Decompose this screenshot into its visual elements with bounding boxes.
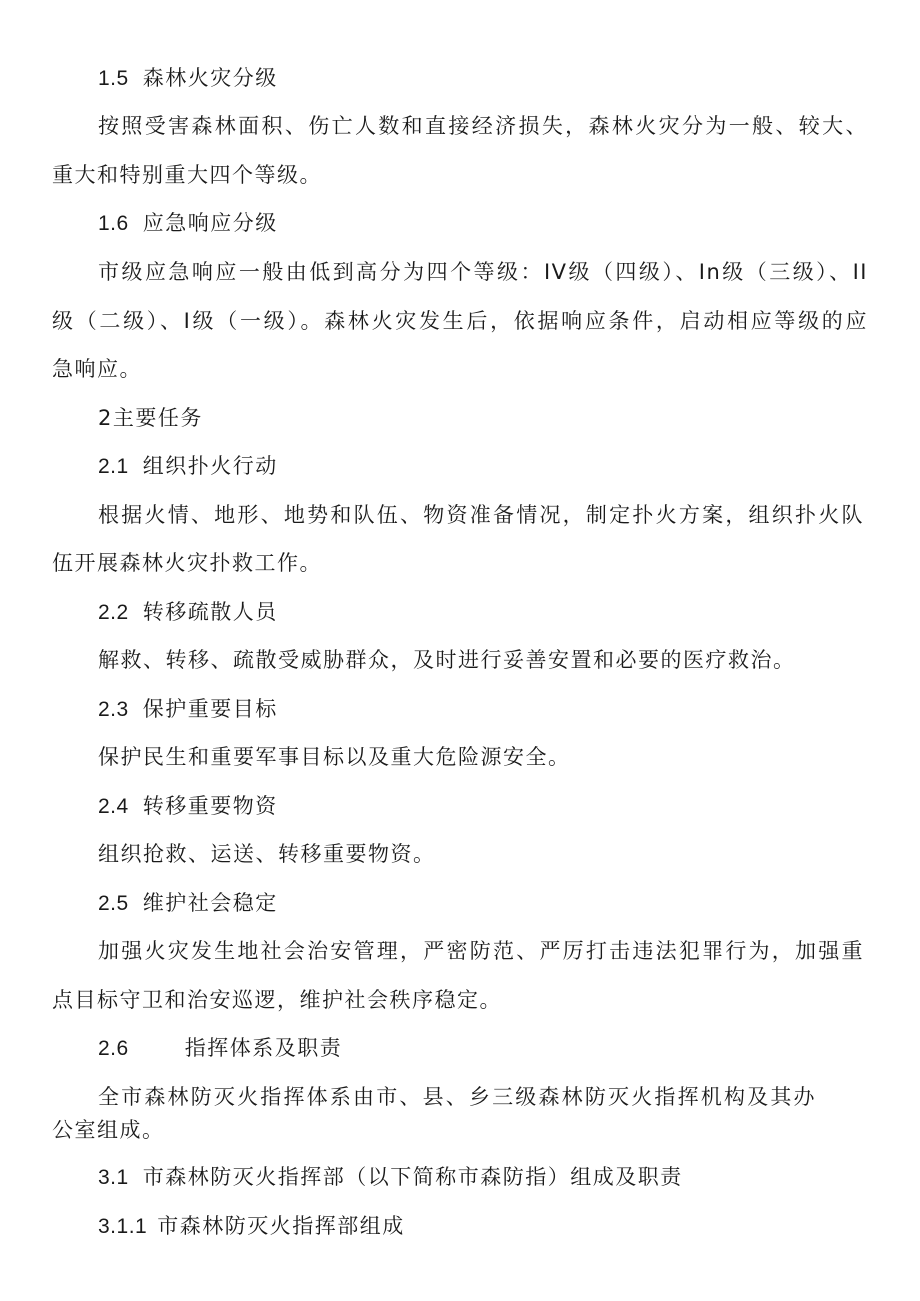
paragraph-line: 点目标守卫和治安巡逻，维护社会秩序稳定。: [52, 988, 502, 1012]
heading-1-6: [98, 209, 278, 238]
section-title: 应急响应分级: [142, 211, 278, 235]
section-number: 1.5: [98, 67, 129, 90]
section-title: 森林火灾分级: [142, 66, 278, 90]
section-title: 市森林防灭火指挥部组成: [157, 1214, 405, 1238]
section-number: 3.1: [98, 1166, 129, 1189]
paragraph-line: 市级应急响应一般由低到高分为四个等级：IV级（四级）、In级（三级）、II: [98, 260, 868, 284]
heading-2-4: [98, 792, 278, 821]
section-title: 转移重要物资: [142, 794, 278, 818]
paragraph-line: 公室组成。: [52, 1118, 165, 1142]
section-title: 转移疏散人员: [142, 600, 278, 624]
paragraph-line: 级（二级）、I级（一级）。森林火灾发生后，依据响应条件，启动相应等级的应: [52, 309, 868, 333]
paragraph-line: 急响应。: [52, 357, 142, 381]
heading-2-3: [98, 695, 278, 724]
heading-3-1-1: [98, 1212, 405, 1241]
section-number: 2.2: [98, 601, 129, 624]
section-number: 2.5: [98, 892, 129, 915]
heading-3-1: [98, 1163, 683, 1192]
paragraph-line: 根据火情、地形、地势和队伍、物资准备情况，制定扑火方案，组织扑火队: [98, 503, 864, 527]
section-number: 2.6: [98, 1037, 129, 1060]
paragraph-line: 全市森林防灭火指挥体系由市、县、乡三级森林防灭火指挥机构及其办: [98, 1085, 816, 1109]
section-title: 指挥体系及职责: [184, 1036, 343, 1060]
heading-2-5: [98, 889, 278, 918]
paragraph-line: 重大和特别重大四个等级。: [52, 163, 322, 187]
paragraph-line: 按照受害森林面积、伤亡人数和直接经济损失，森林火灾分为一般、较大、: [98, 114, 868, 138]
section-title: 保护重要目标: [142, 697, 278, 721]
heading-1-5: [98, 64, 278, 93]
heading-2: 2主要任务: [98, 406, 203, 430]
section-title: 市森林防灭火指挥部（以下简称市森防指）组成及职责: [142, 1165, 683, 1189]
section-number: 2.3: [98, 698, 129, 721]
heading-2-6: [98, 1034, 342, 1063]
section-number: 2.4: [98, 795, 129, 818]
paragraph-line: 加强火灾发生地社会治安管理，严密防范、严厉打击违法犯罪行为，加强重: [98, 939, 864, 963]
section-number: 1.6: [98, 212, 129, 235]
section-number: 2.1: [98, 455, 129, 478]
section-title: 维护社会稳定: [142, 891, 278, 915]
paragraph-line: 组织抢救、运送、转移重要物资。: [98, 842, 436, 866]
section-number: 3.1.1: [98, 1215, 148, 1238]
heading-2-2: [98, 598, 278, 627]
section-title: 组织扑火行动: [142, 454, 278, 478]
paragraph-line: 保护民生和重要军事目标以及重大危险源安全。: [98, 745, 571, 769]
paragraph-line: 伍开展森林火灾扑救工作。: [52, 551, 322, 575]
heading-2-1: [98, 452, 278, 481]
paragraph-line: 解救、转移、疏散受威胁群众，及时进行妥善安置和必要的医疗救治。: [98, 648, 796, 672]
